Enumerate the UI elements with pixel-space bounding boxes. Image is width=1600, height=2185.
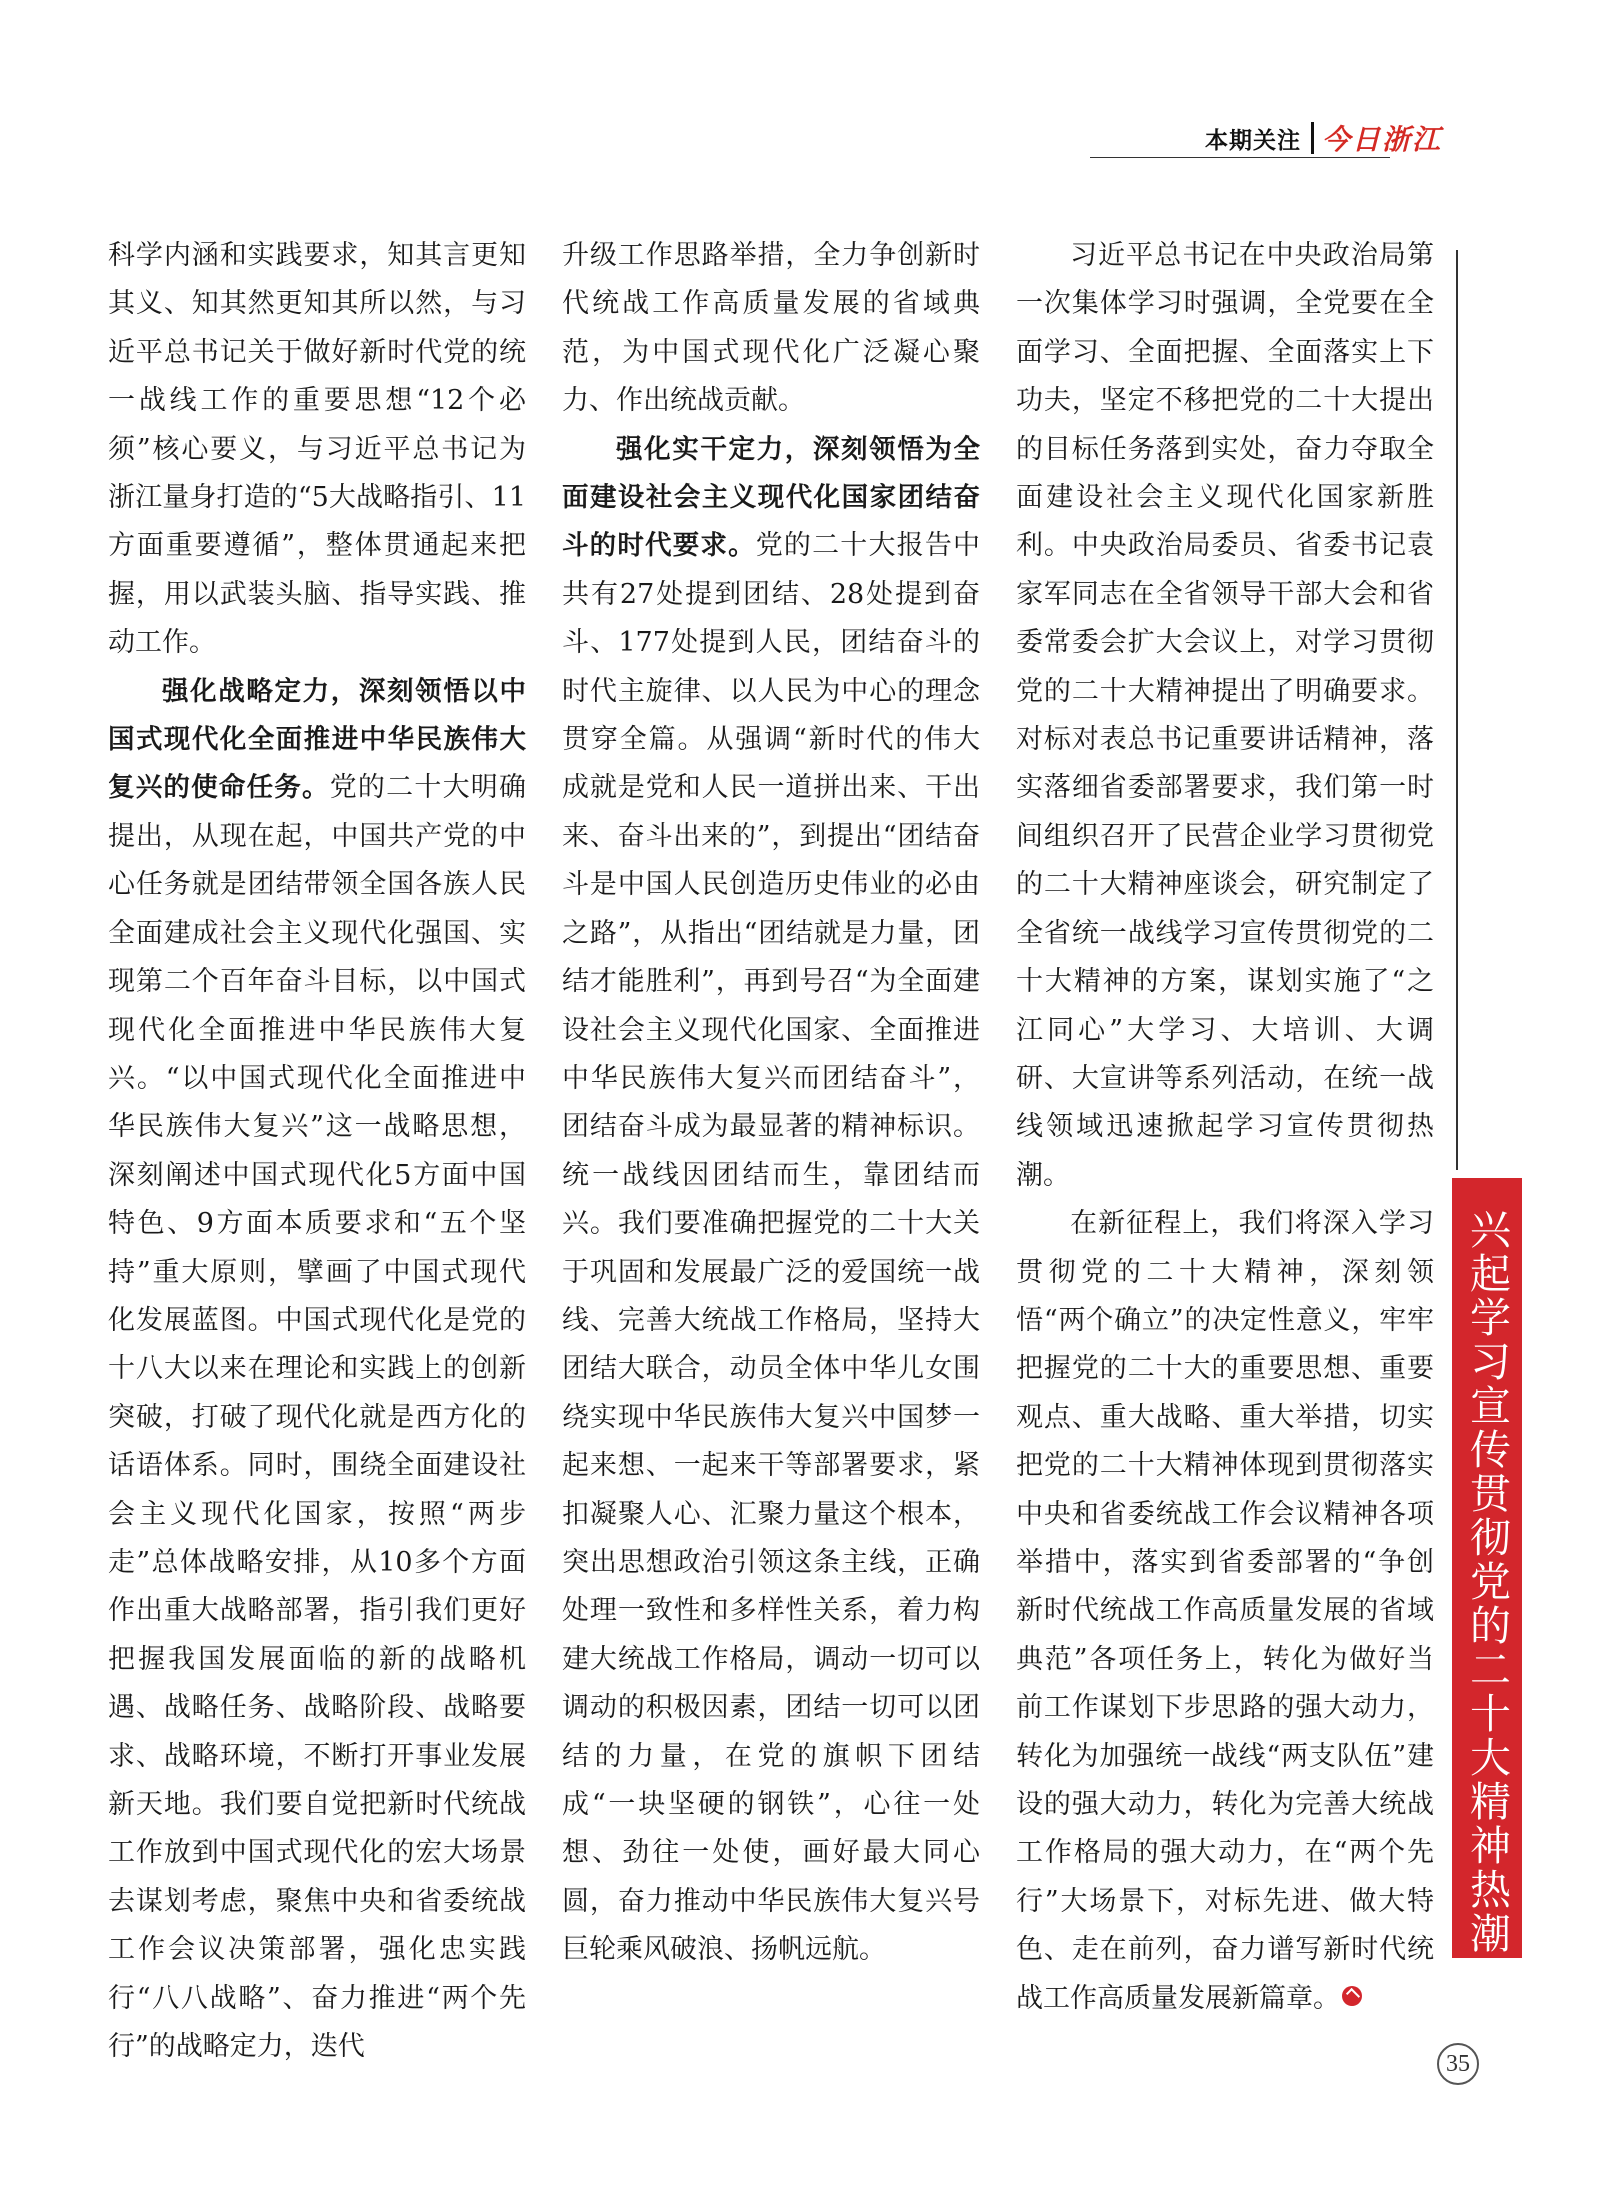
paragraph [1016,1200,1434,2023]
column-2 [562,232,980,1975]
column-3 [1016,232,1434,2023]
paragraph: 习近平总书记在中央政治局第一次集体学习时强调，全党要在全面学习、全面把握、全面落实上下功夫，坚定不移把党的二十大提出的目标任务落到实处，奋力夺取全面建设社会主义现代化国家新胜利。中央政治局委员、省委书记袁家军同志在全省领导干部大会和省委常委会扩大会议上，对学习贯彻党的二十大精神提出了明确要求。对标对表总书记重要讲话精神，落实落细省委部署要求，我们第一时间组织召开了民营企业学习贯彻党的二十大精神座谈会，研究制定了全省统一战线学习宣传贯彻党的二十大精神的方案，谋划实施了“之江同心”大学习、大培训、大调研、大宣讲等系列活动，在统一战线领域迅速掀起学习宣传贯彻热潮。 [1016,240,1434,1191]
side-rule [1456,250,1458,1170]
paragraph [562,426,980,1975]
header-divider [1311,122,1314,154]
end-mark-icon [1342,1986,1362,2006]
section-label: 本期关注 [1205,127,1301,153]
column-1 [108,232,526,2071]
paragraph-body: 党的二十大明确提出，从现在起，中国共产党的中心任务就是团结带领全国各族人民全面建成社会主义现代化强国、实现第二个百年奋斗目标，以中国式现代化全面推进中华民族伟大复兴。“以中国式现代化全面推进中华民族伟大复兴”这一战略思想，深刻阐述中国式现代化5方面中国特色、9方面本质要求和“五个坚持”重大原则，擘画了中国式现代化发展蓝图。中国式现代化是党的十八大以来在理论和实践上的创新突破，打破了现代化就是西方化的话语体系。同时，围绕全面建设社会主义现代化国家，按照“两步走”总体战略安排，从10多个方面作出重大战略部署，指引我们更好把握我国发展面临的新的战略机遇、战略任务、战略阶段、战略要求、战略环境，不断打开事业发展新天地。我们要自觉把新时代统战工作放到中国式现代化的宏大场景去谋划考虑，聚焦中央和省委统战工作会议决策部署，强化忠实践行“八八战略”、奋力推进“两个先行”的战略定力，迭代 [108,772,527,2063]
magazine-logo: 今日浙江 [1322,123,1443,156]
page-header [1090,118,1462,158]
banner-title: 兴起学习宣传贯彻党的二十大精神热潮 [1463,1208,1511,1956]
paragraph-heading: 强化实干定力，深刻领悟为全面建设社会主义现代化国家团结奋斗的时代要求。 [562,433,980,562]
section-banner [1452,1178,1522,1958]
paragraph: 科学内涵和实践要求，知其言更知其义、知其然更知其所以然，与习近平总书记关于做好新时代党的统一战线工作的重要思想“12个必须”核心要义，与习近平总书记为浙江量身打造的“5大战略指引、11方面重要遵循”，整体贯通起来把握，用以武装头脑、指导实践、推动工作。 [108,240,526,659]
paragraph-body: 在新征程上，我们将深入学习贯彻党的二十大精神，深刻领悟“两个确立”的决定性意义，牢牢把握党的二十大的重要思想、重要观点、重大战略、重大举措，切实把党的二十大精神体现到贯彻落实中央和省委统战工作会议精神各项举措中，落实到省委部署的“争创新时代统战工作高质量发展的省域典范”各项任务上，转化为做好当前工作谋划下步思路的强大动力，转化为加强统一战线“两支队伍”建设的强大动力，转化为完善大统战工作格局的强大动力，在“两个先行”大场景下，对标先进、做大特色、走在前列，奋力谱写新时代统战工作高质量发展新篇章。 [1016,1208,1434,2014]
page-number: 35 [1437,2043,1479,2085]
paragraph: 升级工作思路举措，全力争创新时代统战工作高质量发展的省域典范，为中国式现代化广泛凝心聚力、作出统战贡献。 [562,240,980,417]
paragraph-body: 党的二十大报告中共有27处提到团结、28处提到奋斗、177处提到人民，团结奋斗的时代主旋律、以人民为中心的理念贯穿全篇。从强调“新时代的伟大成就是党和人民一道拼出来、干出来、奋斗出来的”，到提出“团结奋斗是中国人民创造历史伟业的必由之路”，从指出“团结就是力量，团结才能胜利”，再到号召“为全面建设社会主义现代化国家、全面推进中华民族伟大复兴而团结奋斗”，团结奋斗成为最显著的精神标识。统一战线因团结而生，靠团结而兴。我们要准确把握党的二十大关于巩固和发展最广泛的爱国统一战线、完善大统战工作格局，坚持大团结大联合，动员全体中华儿女围绕实现中华民族伟大复兴中国梦一起来想、一起来干等部署要求，紧扣凝聚人心、汇聚力量这个根本，突出思想政治引领这条主线，正确处理一致性和多样性关系，着力构建大统战工作格局，调动一切可以调动的积极因素，团结一切可以团结的力量，在党的旗帜下团结成“一块坚硬的钢铁”，心往一处想、劲往一处使，画好最大同心圆，奋力推动中华民族伟大复兴号巨轮乘风破浪、扬帆远航。 [562,530,980,1966]
paragraph [108,668,526,2072]
paragraph-heading: 强化战略定力，深刻领悟以中国式现代化全面推进中华民族伟大复兴的使命任务。 [108,675,526,804]
